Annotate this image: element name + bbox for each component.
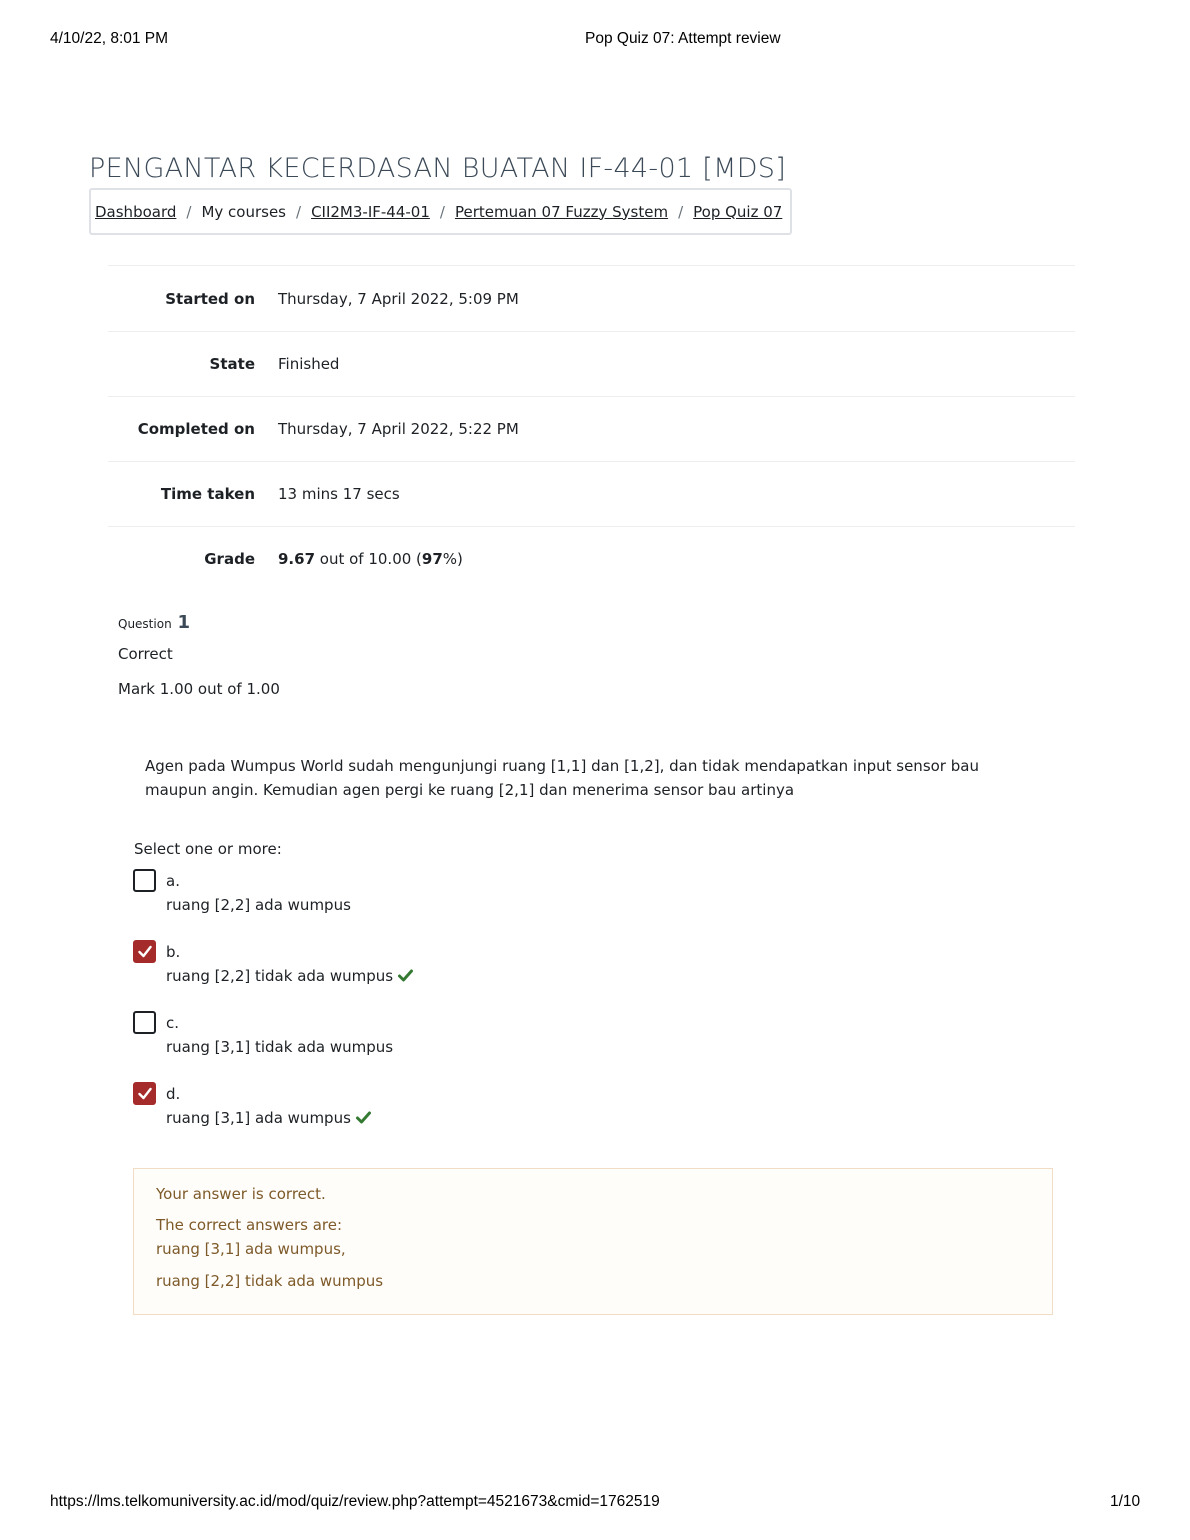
- grade-label: Grade: [204, 550, 255, 568]
- completed-label: Completed on: [137, 420, 255, 438]
- option-b-letter: b.: [166, 943, 181, 961]
- print-title: Pop Quiz 07: Attempt review: [585, 30, 781, 47]
- print-date: 4/10/22, 8:01 PM: [50, 30, 169, 47]
- feedback-box: [133, 1168, 1053, 1315]
- grade-percent: 97: [421, 550, 443, 568]
- tick-icon: [356, 1111, 371, 1124]
- option-b-text: ruang [2,2] tidak ada wumpus: [166, 967, 394, 985]
- question-number: [118, 612, 190, 633]
- question-mark: Mark 1.00 out of 1.00: [118, 680, 280, 698]
- grade-middle: out of 10.00 (: [315, 550, 422, 568]
- option-d-checkbox[interactable]: [133, 1082, 156, 1105]
- summary-row-time: [108, 461, 1075, 526]
- feedback-answer-2: ruang [2,2] tidak ada wumpus: [156, 1272, 384, 1290]
- started-label: Started on: [165, 289, 255, 308]
- grade-value: [278, 550, 463, 568]
- breadcrumb-separator: /: [186, 202, 192, 221]
- option-b-checkbox[interactable]: [133, 940, 156, 963]
- breadcrumb-separator: /: [296, 202, 302, 221]
- option-a-checkbox[interactable]: [133, 869, 156, 892]
- option-d-answer: [166, 1106, 371, 1130]
- summary-row-completed: [108, 396, 1075, 461]
- breadcrumb-separator: /: [678, 202, 684, 221]
- state-value: Finished: [278, 355, 340, 373]
- time-value: 13 mins 17 secs: [278, 485, 400, 503]
- time-label: Time taken: [160, 485, 255, 503]
- question-label: Question: [118, 617, 172, 631]
- breadcrumb-course[interactable]: CII2M3-IF-44-01: [311, 202, 430, 221]
- print-url: https://lms.telkomuniversity.ac.id/mod/quiz/review.php?attempt=4521673&cmid=1762519: [50, 1493, 660, 1510]
- breadcrumb-separator: /: [439, 202, 445, 221]
- check-icon: [138, 945, 152, 958]
- breadcrumb-section[interactable]: Pertemuan 07 Fuzzy System: [454, 202, 669, 221]
- answer-prompt: Select one or more:: [134, 840, 282, 858]
- breadcrumb-my-courses: My courses: [201, 202, 286, 221]
- question-state: Correct: [118, 645, 173, 663]
- grade-end: %): [442, 550, 463, 568]
- course-title: PENGANTAR KECERDASAN BUATAN IF-44-01 [MDS]: [89, 153, 787, 184]
- summary-row-grade: [108, 526, 1075, 591]
- attempt-summary-table: [108, 265, 1075, 591]
- option-c-letter: c.: [166, 1014, 180, 1032]
- completed-value: Thursday, 7 April 2022, 5:22 PM: [278, 420, 519, 438]
- option-b-answer: [166, 964, 413, 988]
- question-text: Agen pada Wumpus World sudah mengunjungi ruang [1,1] dan [1,2], dan tidak mendapatkan input sensor bau maupun angin. Kemudian agen pergi ke ruang [2,1] dan menerima sensor bau artinya: [145, 757, 979, 799]
- summary-row-state: [108, 331, 1075, 396]
- question-num: 1: [177, 612, 191, 633]
- feedback-heading: The correct answers are:: [156, 1216, 343, 1234]
- check-icon: [138, 1087, 152, 1100]
- started-value: Thursday, 7 April 2022, 5:09 PM: [278, 289, 519, 308]
- feedback-answer-1: ruang [3,1] ada wumpus,: [156, 1240, 346, 1258]
- option-d-letter: d.: [166, 1085, 181, 1103]
- breadcrumb-quiz[interactable]: Pop Quiz 07: [693, 202, 783, 221]
- breadcrumb-dashboard[interactable]: Dashboard: [95, 202, 177, 221]
- feedback-result: Your answer is correct.: [156, 1185, 326, 1203]
- state-label: State: [209, 355, 255, 373]
- grade-score: 9.67: [278, 550, 316, 568]
- option-c-text: ruang [3,1] tidak ada wumpus: [166, 1038, 394, 1056]
- tick-icon: [398, 969, 413, 982]
- option-a-text: ruang [2,2] ada wumpus: [166, 896, 351, 914]
- option-d-text: ruang [3,1] ada wumpus: [166, 1109, 351, 1127]
- print-page-number: 1/10: [1110, 1493, 1141, 1510]
- option-c-checkbox[interactable]: [133, 1011, 156, 1034]
- breadcrumb: [89, 188, 792, 235]
- summary-row-started: [108, 265, 1075, 331]
- option-a-letter: a.: [166, 872, 180, 890]
